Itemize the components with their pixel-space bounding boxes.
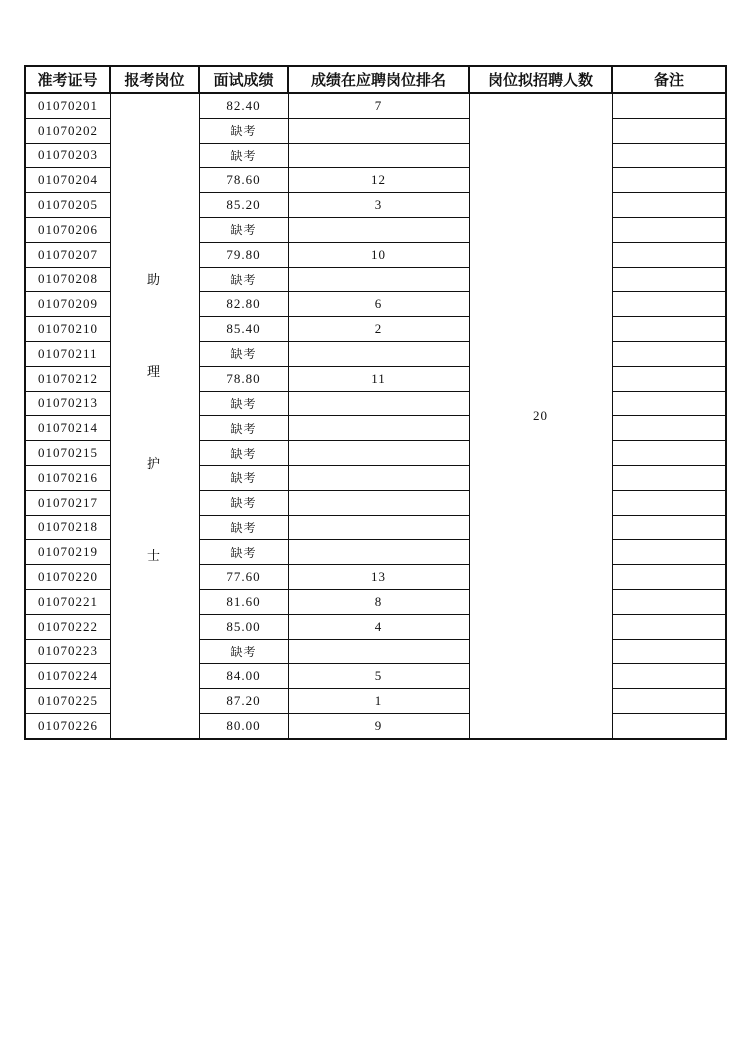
header-exam-id: 准考证号 (25, 66, 110, 93)
exam-id-cell: 01070224 (25, 664, 110, 689)
rank-cell: 8 (288, 589, 469, 614)
exam-id-cell: 01070209 (25, 292, 110, 317)
exam-id-cell: 01070212 (25, 366, 110, 391)
remarks-cell (612, 589, 726, 614)
rank-cell (288, 391, 469, 416)
exam-id-cell: 01070220 (25, 565, 110, 590)
exam-id-cell: 01070210 (25, 317, 110, 342)
score-cell: 缺考 (199, 217, 288, 242)
remarks-cell (612, 689, 726, 714)
score-cell: 85.20 (199, 193, 288, 218)
remarks-cell (612, 515, 726, 540)
score-cell: 77.60 (199, 565, 288, 590)
score-cell: 78.60 (199, 168, 288, 193)
rank-cell: 5 (288, 664, 469, 689)
table-row (25, 93, 726, 118)
position-char: 助 (147, 273, 161, 288)
score-cell: 缺考 (199, 465, 288, 490)
rank-cell (288, 465, 469, 490)
position-char: 士 (147, 549, 161, 564)
score-cell: 81.60 (199, 589, 288, 614)
rank-cell (288, 217, 469, 242)
exam-id-cell: 01070204 (25, 168, 110, 193)
remarks-cell (612, 217, 726, 242)
rank-cell (288, 540, 469, 565)
remarks-cell (612, 168, 726, 193)
remarks-cell (612, 490, 726, 515)
position-char: 护 (147, 457, 161, 472)
score-cell: 80.00 (199, 713, 288, 738)
exam-id-cell: 01070205 (25, 193, 110, 218)
rank-cell: 2 (288, 317, 469, 342)
exam-id-cell: 01070216 (25, 465, 110, 490)
exam-id-cell: 01070211 (25, 341, 110, 366)
rank-cell (288, 267, 469, 292)
exam-id-cell: 01070225 (25, 689, 110, 714)
exam-id-cell: 01070201 (25, 93, 110, 118)
rank-cell: 11 (288, 366, 469, 391)
score-cell: 缺考 (199, 490, 288, 515)
score-cell: 缺考 (199, 341, 288, 366)
rank-cell (288, 118, 469, 143)
remarks-cell (612, 193, 726, 218)
results-table (24, 65, 727, 740)
rank-cell: 9 (288, 713, 469, 738)
score-cell: 82.40 (199, 93, 288, 118)
rank-cell: 12 (288, 168, 469, 193)
remarks-cell (612, 391, 726, 416)
header-rank: 成绩在应聘岗位排名 (288, 66, 469, 93)
header-remarks: 备注 (612, 66, 726, 93)
rank-cell: 13 (288, 565, 469, 590)
rank-cell (288, 515, 469, 540)
rank-cell (288, 143, 469, 168)
rank-cell (288, 639, 469, 664)
exam-id-cell: 01070208 (25, 267, 110, 292)
score-cell: 85.40 (199, 317, 288, 342)
rank-cell (288, 416, 469, 441)
rank-cell (288, 341, 469, 366)
score-cell: 82.80 (199, 292, 288, 317)
exam-id-cell: 01070203 (25, 143, 110, 168)
score-cell: 缺考 (199, 639, 288, 664)
exam-id-cell: 01070206 (25, 217, 110, 242)
remarks-cell (612, 366, 726, 391)
position-cell (110, 93, 199, 739)
exam-id-cell: 01070223 (25, 639, 110, 664)
score-cell: 78.80 (199, 366, 288, 391)
remarks-cell (612, 441, 726, 466)
remarks-cell (612, 416, 726, 441)
score-cell: 87.20 (199, 689, 288, 714)
remarks-cell (612, 267, 726, 292)
score-cell: 缺考 (199, 391, 288, 416)
rank-cell: 7 (288, 93, 469, 118)
remarks-cell (612, 118, 726, 143)
score-cell: 79.80 (199, 242, 288, 267)
remarks-cell (612, 242, 726, 267)
rank-cell: 1 (288, 689, 469, 714)
exam-id-cell: 01070214 (25, 416, 110, 441)
header-interview-score: 面试成绩 (199, 66, 288, 93)
rank-cell: 10 (288, 242, 469, 267)
exam-id-cell: 01070213 (25, 391, 110, 416)
remarks-cell (612, 614, 726, 639)
remarks-cell (612, 93, 726, 118)
header-row (25, 66, 726, 93)
rank-cell (288, 441, 469, 466)
score-cell: 缺考 (199, 416, 288, 441)
remarks-cell (612, 713, 726, 738)
remarks-cell (612, 465, 726, 490)
rank-cell: 3 (288, 193, 469, 218)
header-position: 报考岗位 (110, 66, 199, 93)
remarks-cell (612, 143, 726, 168)
remarks-cell (612, 341, 726, 366)
exam-id-cell: 01070218 (25, 515, 110, 540)
remarks-cell (612, 565, 726, 590)
remarks-cell (612, 540, 726, 565)
score-cell: 缺考 (199, 143, 288, 168)
score-cell: 85.00 (199, 614, 288, 639)
exam-id-cell: 01070226 (25, 713, 110, 738)
rank-cell: 4 (288, 614, 469, 639)
score-cell: 缺考 (199, 267, 288, 292)
exam-id-cell: 01070222 (25, 614, 110, 639)
remarks-cell (612, 317, 726, 342)
position-char: 理 (147, 365, 161, 380)
remarks-cell (612, 292, 726, 317)
quota-cell: 20 (469, 93, 612, 739)
score-cell: 缺考 (199, 540, 288, 565)
exam-id-cell: 01070207 (25, 242, 110, 267)
remarks-cell (612, 639, 726, 664)
score-cell: 缺考 (199, 515, 288, 540)
exam-id-cell: 01070215 (25, 441, 110, 466)
header-quota: 岗位拟招聘人数 (469, 66, 612, 93)
score-cell: 缺考 (199, 441, 288, 466)
remarks-cell (612, 664, 726, 689)
rank-cell: 6 (288, 292, 469, 317)
score-cell: 84.00 (199, 664, 288, 689)
exam-id-cell: 01070202 (25, 118, 110, 143)
exam-id-cell: 01070217 (25, 490, 110, 515)
exam-id-cell: 01070221 (25, 589, 110, 614)
score-cell: 缺考 (199, 118, 288, 143)
exam-id-cell: 01070219 (25, 540, 110, 565)
rank-cell (288, 490, 469, 515)
